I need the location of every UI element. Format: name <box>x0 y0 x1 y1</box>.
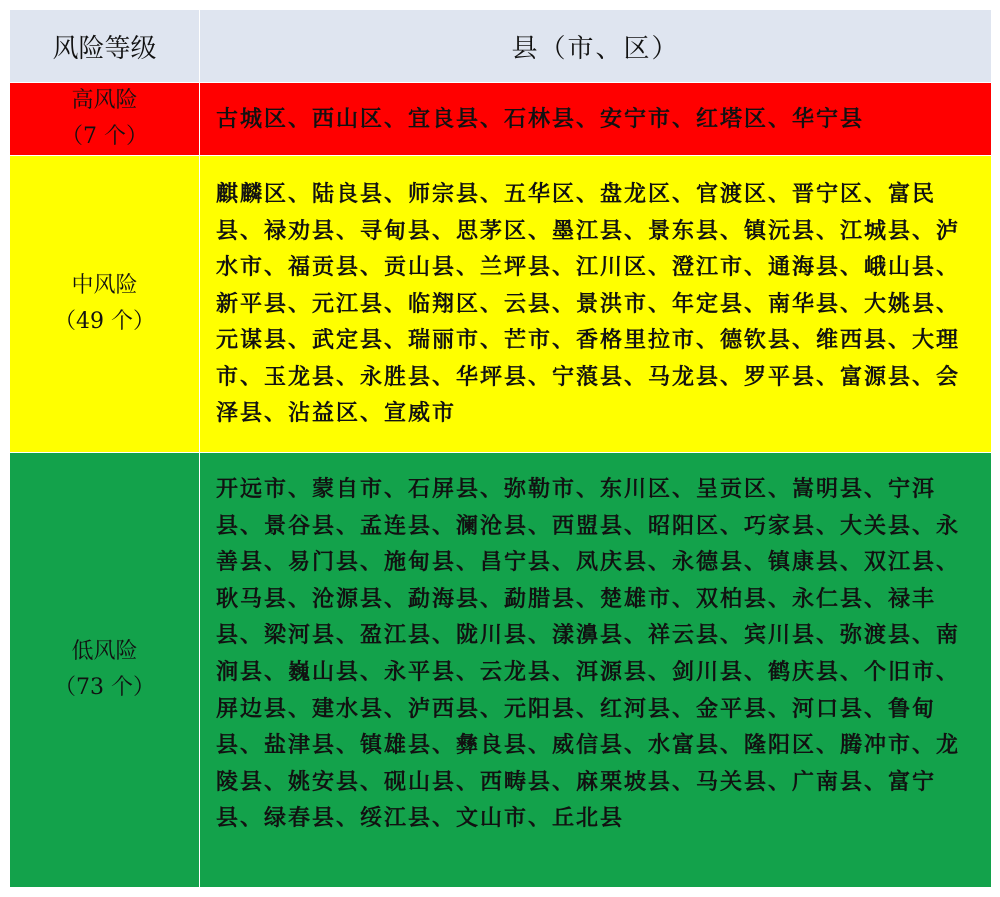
level-count: （73 个） <box>54 675 155 700</box>
level-count: （7 个） <box>61 124 148 149</box>
level-cell-high <box>10 83 200 156</box>
counties-cell-medium: 麒麟区、陆良县、师宗县、五华区、盘龙区、官渡区、晋宁区、富民县、禄劝县、寻甸县、思茅区、墨江县、景东县、镇沅县、江城县、泸水市、福贡县、贡山县、兰坪县、江川区、澄江市、通海县、峨山县、新平县、元江县、临翔区、云县、景洪市、年定县、南华县、大姚县、元谋县、武定县、瑞丽市、芒市、香格里拉市、德钦县、维西县、大理市、玉龙县、永胜县、华坪县、宁蒗县、马龙县、罗平县、富源县、会泽县、沾益区、宣威市 <box>200 156 992 453</box>
header-risk-level: 风险等级 <box>10 10 200 83</box>
level-count: （49 个） <box>54 309 155 334</box>
level-label: 中风险 <box>71 273 138 298</box>
level-cell-medium <box>10 156 200 453</box>
level-label: 高风险 <box>71 88 138 113</box>
risk-table <box>10 10 992 888</box>
counties-cell-high: 古城区、西山区、宜良县、石林县、安宁市、红塔区、华宁县 <box>200 83 992 156</box>
header-counties: 县（市、区） <box>200 10 992 83</box>
counties-cell-low: 开远市、蒙自市、石屏县、弥勒市、东川区、呈贡区、嵩明县、宁洱县、景谷县、孟连县、澜沧县、西盟县、昭阳区、巧家县、大关县、永善县、易门县、施甸县、昌宁县、凤庆县、永德县、镇康县、双江县、耿马县、沧源县、勐海县、勐腊县、楚雄市、双柏县、永仁县、禄丰县、梁河县、盈江县、陇川县、漾濞县、祥云县、宾川县、弥渡县、南涧县、巍山县、永平县、云龙县、洱源县、剑川县、鹤庆县、个旧市、屏边县、建水县、泸西县、元阳县、红河县、金平县、河口县、鲁甸县、盐津县、镇雄县、彝良县、威信县、水富县、隆阳区、腾冲市、龙陵县、姚安县、砚山县、西畴县、麻栗坡县、马关县、广南县、富宁县、绿春县、绥江县、文山市、丘北县 <box>200 453 992 888</box>
level-label: 低风险 <box>71 639 138 664</box>
level-cell-low <box>10 453 200 888</box>
